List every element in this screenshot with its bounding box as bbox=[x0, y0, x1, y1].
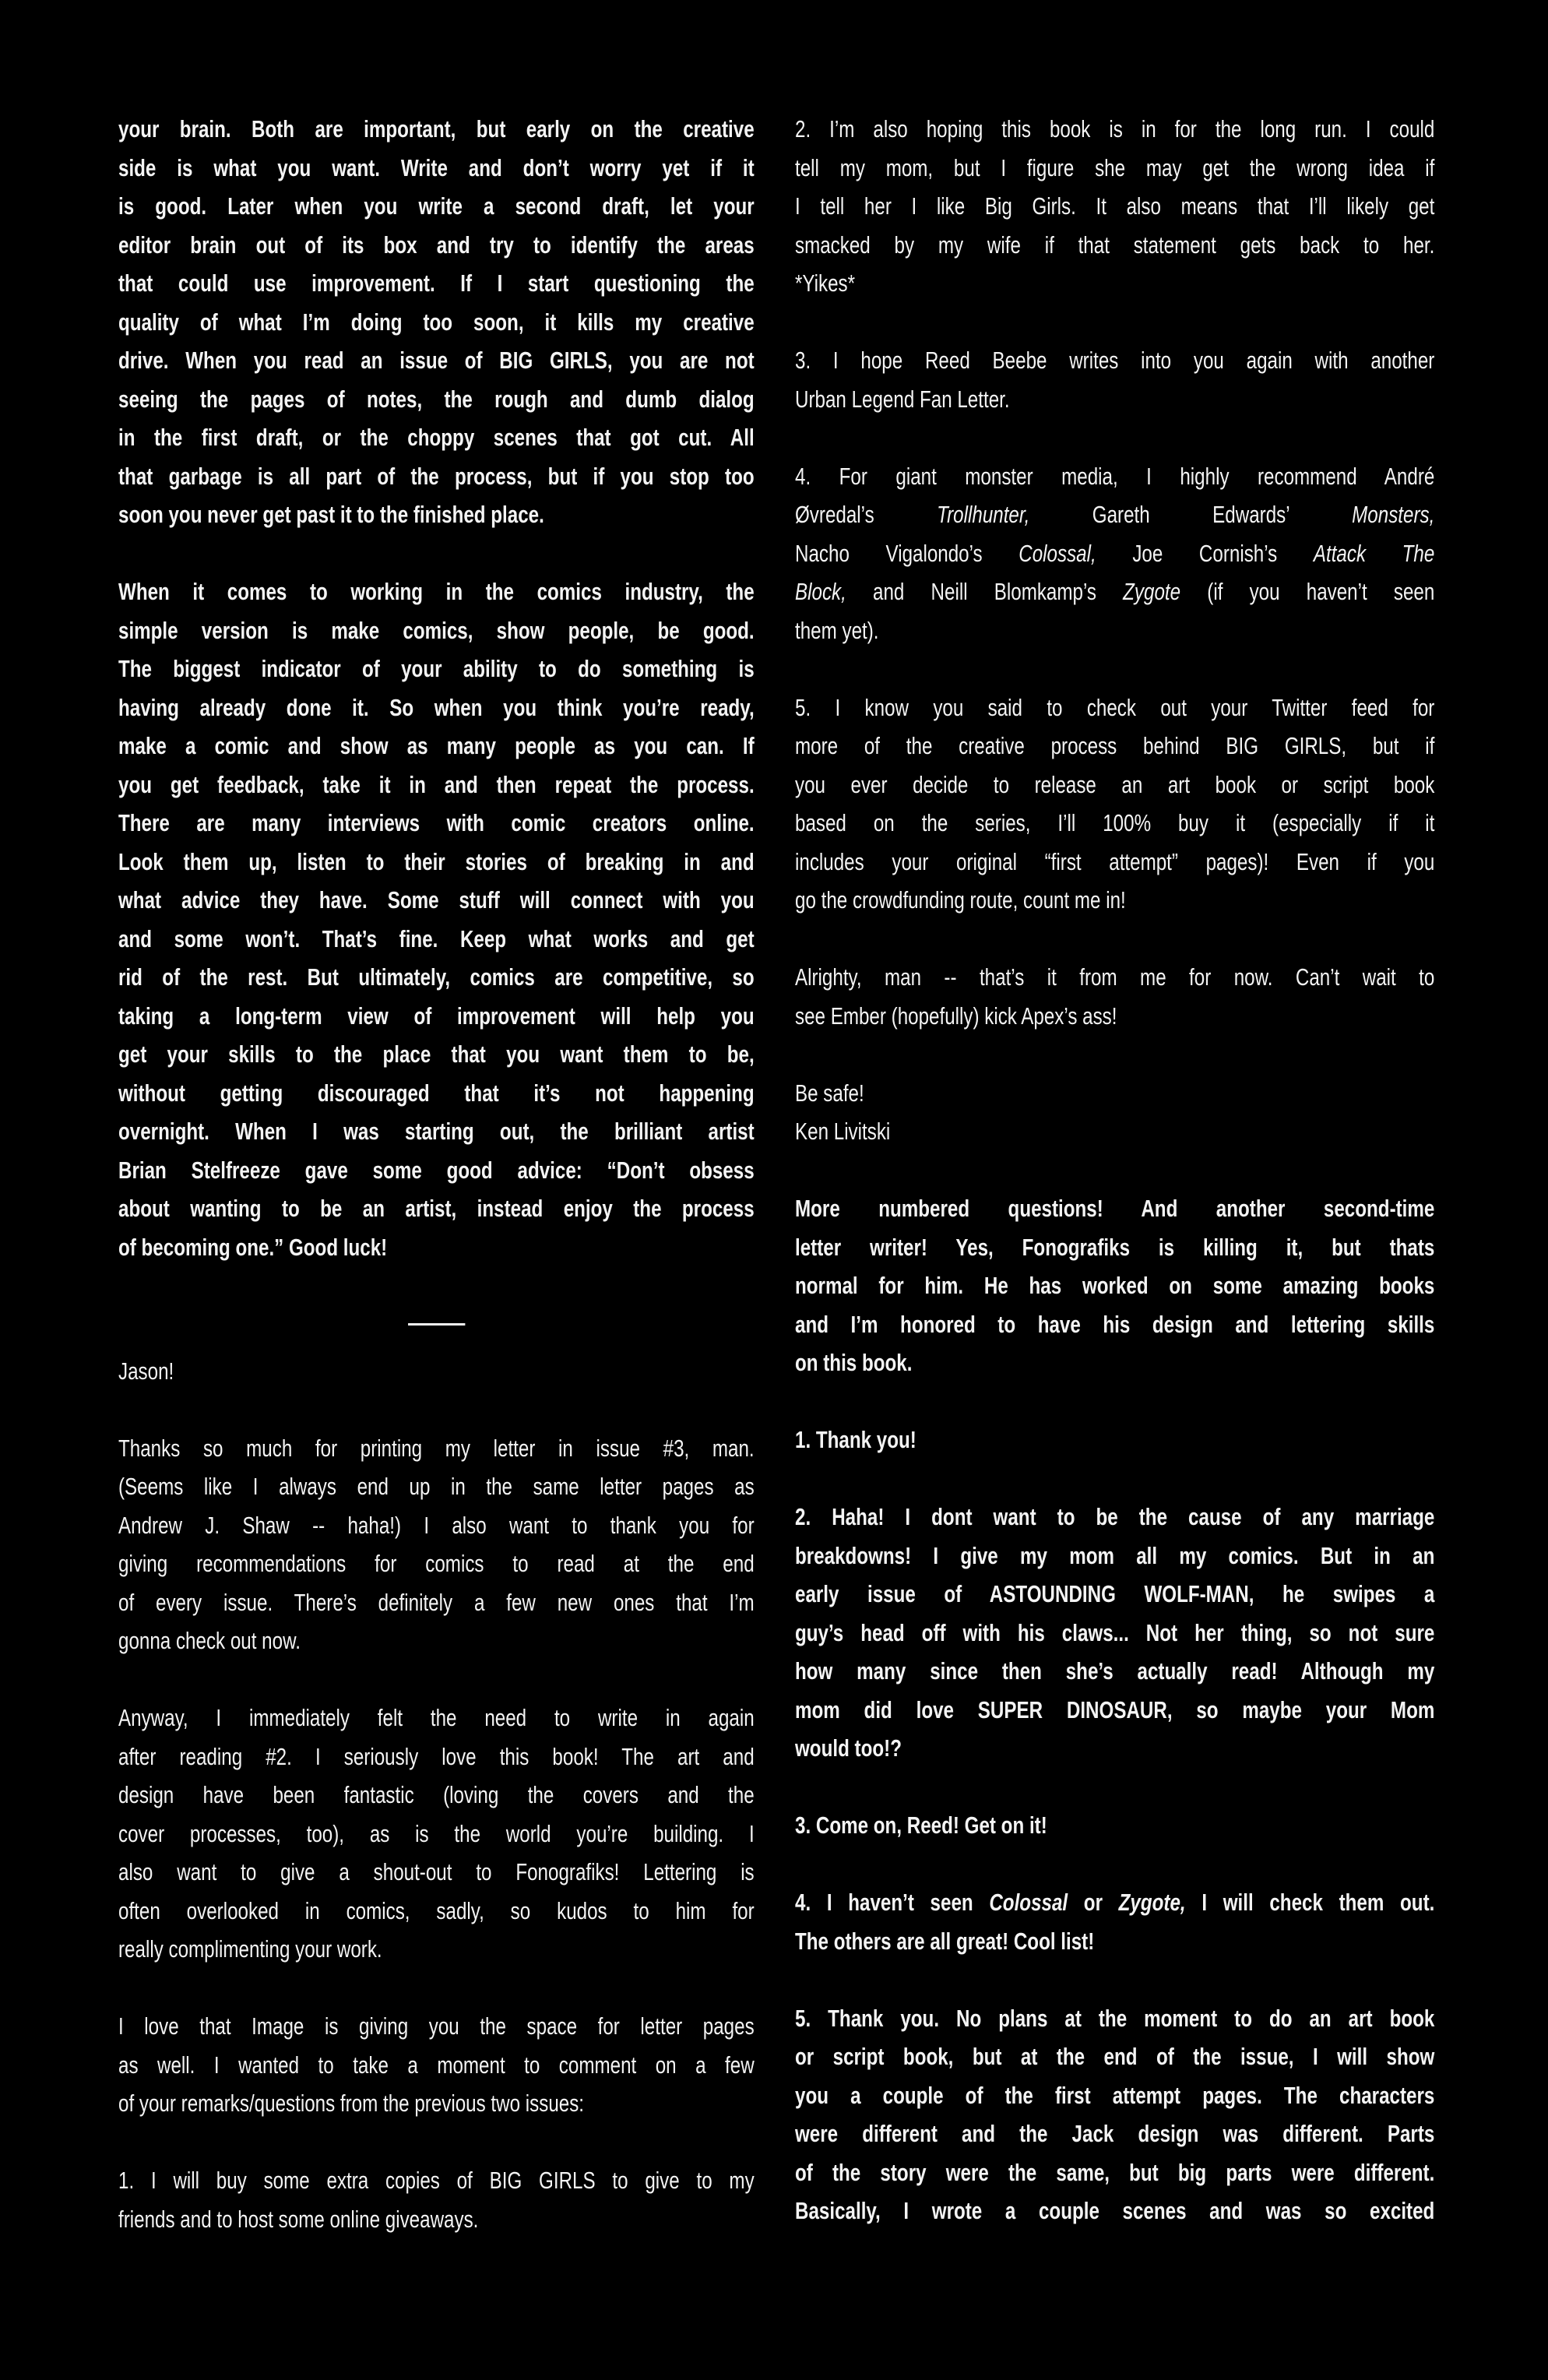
text-line: you ever decide to release an art book or script book bbox=[795, 770, 1435, 798]
editor-response-paragraph bbox=[795, 1999, 1434, 2230]
text-line: really complimenting your work. bbox=[118, 1935, 382, 1963]
editor-response-paragraph bbox=[118, 572, 755, 1266]
letter-paragraph bbox=[118, 2007, 755, 2123]
letter-paragraph bbox=[795, 688, 1434, 920]
text-line: and some won’t. That’s fine. Keep what works and get bbox=[118, 924, 755, 952]
italic-title: Zygote, bbox=[1118, 1889, 1186, 1916]
text-line: giving recommendations for comics to read at the end bbox=[118, 1550, 755, 1577]
text-line: soon you never get past it to the finished place. bbox=[118, 501, 544, 528]
text-line: Anyway, I immediately felt the need to write in again bbox=[118, 1704, 755, 1731]
text-line: guy’s head off with his claws... Not her thing, so not sure bbox=[795, 1618, 1435, 1646]
text-line: When it comes to working in the comics industry, the bbox=[118, 578, 755, 605]
text-line: includes your original “first attempt” pages)! Even if you bbox=[795, 847, 1435, 875]
text-line: rid of the rest. But ultimately, comics are competitive, so bbox=[118, 963, 755, 991]
text-line: 3. I hope Reed Beebe writes into you again with another bbox=[795, 347, 1435, 374]
italic-title: Block, bbox=[795, 578, 846, 605]
text-line: design have been fantastic (loving the covers and the bbox=[118, 1781, 755, 1808]
text-line: Urban Legend Fan Letter. bbox=[795, 385, 1010, 413]
text-line: 4. For giant monster media, I highly recommend André bbox=[795, 462, 1435, 490]
text-segment: Gareth Edwards’ bbox=[1029, 501, 1353, 528]
text-line: would too!? bbox=[795, 1734, 902, 1762]
text-line: breakdowns! I give my mom all my comics. But in an bbox=[795, 1541, 1435, 1569]
letter-paragraph bbox=[118, 1699, 755, 1969]
text-line: of every issue. There’s definitely a few new ones that I’m bbox=[118, 1588, 755, 1616]
text-line: about wanting to be an artist, instead enjoy the process bbox=[118, 1195, 755, 1222]
text-segment: (if you haven’t seen bbox=[1180, 578, 1435, 605]
left-column bbox=[118, 110, 755, 2277]
text-segment: Nacho Vigalondo’s bbox=[795, 539, 1019, 567]
text-line: is good. Later when you write a second draft, let your bbox=[118, 192, 755, 220]
text-line: of the story were the same, but big parts were different. bbox=[795, 2158, 1435, 2186]
editor-response-paragraph bbox=[795, 1806, 1434, 1845]
text-line bbox=[795, 495, 1434, 534]
text-line: having already done it. So when you think you’re ready, bbox=[118, 693, 755, 721]
text-segment: 4. I haven’t seen bbox=[795, 1889, 990, 1916]
text-line: on this book. bbox=[795, 1349, 913, 1376]
text-line: Be safe! bbox=[795, 1079, 864, 1107]
italic-title: Colossal, bbox=[1019, 539, 1096, 567]
text-line: simple version is make comics, show people, be good. bbox=[118, 616, 755, 644]
text-line: get your skills to the place that you want them to be, bbox=[118, 1040, 755, 1068]
editor-response-paragraph bbox=[795, 1189, 1434, 1382]
text-line: how many since then she’s actually read! Although my bbox=[795, 1657, 1435, 1685]
text-line: Andrew J. Shaw -- haha!) I also want to thank you for bbox=[118, 1511, 755, 1539]
text-line: Brian Stelfreeze gave some good advice: “Don’t obsess bbox=[118, 1156, 755, 1184]
section-divider bbox=[118, 1305, 755, 1352]
text-line: smacked by my wife if that statement gets back to her. bbox=[795, 231, 1435, 259]
text-line: There are many interviews with comic creators online. bbox=[118, 809, 755, 836]
text-line: normal for him. He has worked on some amazing books bbox=[795, 1272, 1435, 1299]
text-line: of your remarks/questions from the previous two issues: bbox=[118, 2090, 585, 2117]
text-line: 3. Come on, Reed! Get on it! bbox=[795, 1811, 1047, 1839]
text-line: what advice they have. Some stuff will connect with you bbox=[118, 886, 755, 914]
text-line: after reading #2. I seriously love this book! The art and bbox=[118, 1742, 755, 1770]
editor-response-paragraph bbox=[795, 1421, 1434, 1459]
italic-title: Monsters, bbox=[1352, 501, 1435, 528]
text-line: mom did love SUPER DINOSAUR, so maybe your Mom bbox=[795, 1695, 1435, 1723]
text-line: that garbage is all part of the process, but if you stop too bbox=[118, 462, 755, 490]
text-line: quality of what I’m doing too soon, it kills my creative bbox=[118, 308, 755, 336]
text-line: side is what you want. Write and don’t worry yet if it bbox=[118, 153, 755, 181]
text-line: *Yikes* bbox=[795, 269, 856, 297]
text-line: Ken Livitski bbox=[795, 1118, 891, 1145]
letter-paragraph bbox=[118, 1352, 755, 1391]
text-line: 5. I know you said to check out your Twitter feed for bbox=[795, 693, 1435, 721]
letter-paragraph bbox=[795, 457, 1434, 650]
text-line bbox=[795, 1883, 1434, 1922]
editor-response-paragraph bbox=[795, 1883, 1434, 1960]
text-line: overnight. When I was starting out, the brilliant artist bbox=[118, 1118, 755, 1145]
text-line: and I’m honored to have his design and lettering skills bbox=[795, 1310, 1435, 1338]
text-line: them yet). bbox=[795, 616, 879, 644]
text-line: tell my mom, but I figure she may get the wrong idea if bbox=[795, 153, 1435, 181]
text-line bbox=[795, 572, 1434, 611]
text-line: 1. Thank you! bbox=[795, 1426, 916, 1453]
text-line: editor brain out of its box and try to identify the areas bbox=[118, 231, 755, 259]
text-line: 5. Thank you. No plans at the moment to do an art book bbox=[795, 2004, 1435, 2032]
text-line: Basically, I wrote a couple scenes and was so excited bbox=[795, 2197, 1435, 2224]
text-line: make a comic and show as many people as you can. If bbox=[118, 732, 755, 759]
text-line: Thanks so much for printing my letter in issue #3, man. bbox=[118, 1434, 755, 1462]
text-segment: Joe Cornish’s bbox=[1096, 539, 1314, 567]
text-line: I love that Image is giving you the space for letter pages bbox=[118, 2012, 755, 2040]
text-line: were different and the Jack design was different. Parts bbox=[795, 2120, 1435, 2147]
letter-paragraph bbox=[118, 2161, 755, 2238]
italic-title: Trollhunter, bbox=[937, 501, 1030, 528]
text-line: The others are all great! Cool list! bbox=[795, 1927, 1095, 1955]
text-line: The biggest indicator of your ability to do something is bbox=[118, 655, 755, 682]
text-line: go the crowdfunding route, count me in! bbox=[795, 886, 1126, 914]
text-line: drive. When you read an issue of BIG GIRLS, you are not bbox=[118, 347, 755, 374]
text-line: you a couple of the first attempt pages. The characters bbox=[795, 2081, 1435, 2109]
italic-title: Attack The bbox=[1313, 539, 1435, 567]
right-column bbox=[795, 110, 1434, 2269]
text-segment: and Neill Blomkamp’s bbox=[846, 578, 1124, 605]
italic-title: Zygote bbox=[1123, 578, 1181, 605]
text-line: cover processes, too), as is the world you’re building. I bbox=[118, 1819, 755, 1847]
text-line: seeing the pages of notes, the rough and dumb dialog bbox=[118, 385, 755, 413]
text-line: or script book, but at the end of the issue, I will show bbox=[795, 2043, 1435, 2070]
text-line: (Seems like I always end up in the same letter pages as bbox=[118, 1473, 755, 1500]
letter-paragraph bbox=[795, 110, 1434, 303]
text-line: Look them up, listen to their stories of breaking in and bbox=[118, 847, 755, 875]
text-line: early issue of ASTOUNDING WOLF-MAN, he swipes a bbox=[795, 1580, 1435, 1607]
text-line: letter writer! Yes, Fonografiks is killing it, but thats bbox=[795, 1233, 1435, 1261]
letter-paragraph bbox=[795, 1074, 1434, 1151]
text-line: based on the series, I’ll 100% buy it (especially if it bbox=[795, 809, 1435, 836]
text-line: see Ember (hopefully) kick Apex’s ass! bbox=[795, 1002, 1117, 1030]
text-segment: I will check them out. bbox=[1185, 1889, 1435, 1916]
text-line: often overlooked in comics, sadly, so kudos to him for bbox=[118, 1896, 755, 1924]
letter-paragraph bbox=[795, 341, 1434, 418]
letter-paragraph bbox=[118, 1429, 755, 1660]
text-line: your brain. Both are important, but early on the creative bbox=[118, 115, 755, 143]
text-line: without getting discouraged that it’s not happening bbox=[118, 1079, 755, 1107]
editor-response-paragraph bbox=[795, 1498, 1434, 1768]
editor-response-paragraph bbox=[118, 110, 755, 534]
text-line: gonna check out now. bbox=[118, 1627, 301, 1654]
text-line: friends and to host some online giveaways. bbox=[118, 2205, 479, 2233]
text-line: 1. I will buy some extra copies of BIG GIRLS to give to my bbox=[118, 2167, 755, 2194]
text-segment: or bbox=[1068, 1889, 1119, 1916]
text-line: 2. Haha! I dont want to be the cause of any marriage bbox=[795, 1503, 1435, 1530]
text-line: More numbered questions! And another second-time bbox=[795, 1195, 1435, 1222]
text-line: Alrighty, man -- that’s it from me for now. Can’t wait to bbox=[795, 963, 1435, 991]
text-segment: Øvredal’s bbox=[795, 501, 938, 528]
text-line: more of the creative process behind BIG GIRLS, but if bbox=[795, 732, 1435, 759]
text-line: of becoming one.” Good luck! bbox=[118, 1233, 388, 1261]
letter-paragraph bbox=[795, 958, 1434, 1035]
text-line: as well. I wanted to take a moment to comment on a few bbox=[118, 2051, 755, 2079]
text-line bbox=[795, 534, 1434, 573]
text-line: taking a long-term view of improvement will help you bbox=[118, 1002, 755, 1030]
text-line: in the first draft, or the choppy scenes that got cut. All bbox=[118, 424, 755, 451]
text-line: Jason! bbox=[118, 1357, 174, 1385]
text-line: I tell her I like Big Girls. It also means that I’ll likely get bbox=[795, 192, 1435, 220]
text-line: 2. I’m also hoping this book is in for the long run. I could bbox=[795, 115, 1435, 143]
text-line: also want to give a shout-out to Fonografiks! Lettering is bbox=[118, 1858, 755, 1885]
text-line: that could use improvement. If I start questioning the bbox=[118, 269, 755, 297]
text-line: you get feedback, take it in and then repeat the process. bbox=[118, 770, 755, 798]
italic-title: Colossal bbox=[989, 1889, 1068, 1916]
